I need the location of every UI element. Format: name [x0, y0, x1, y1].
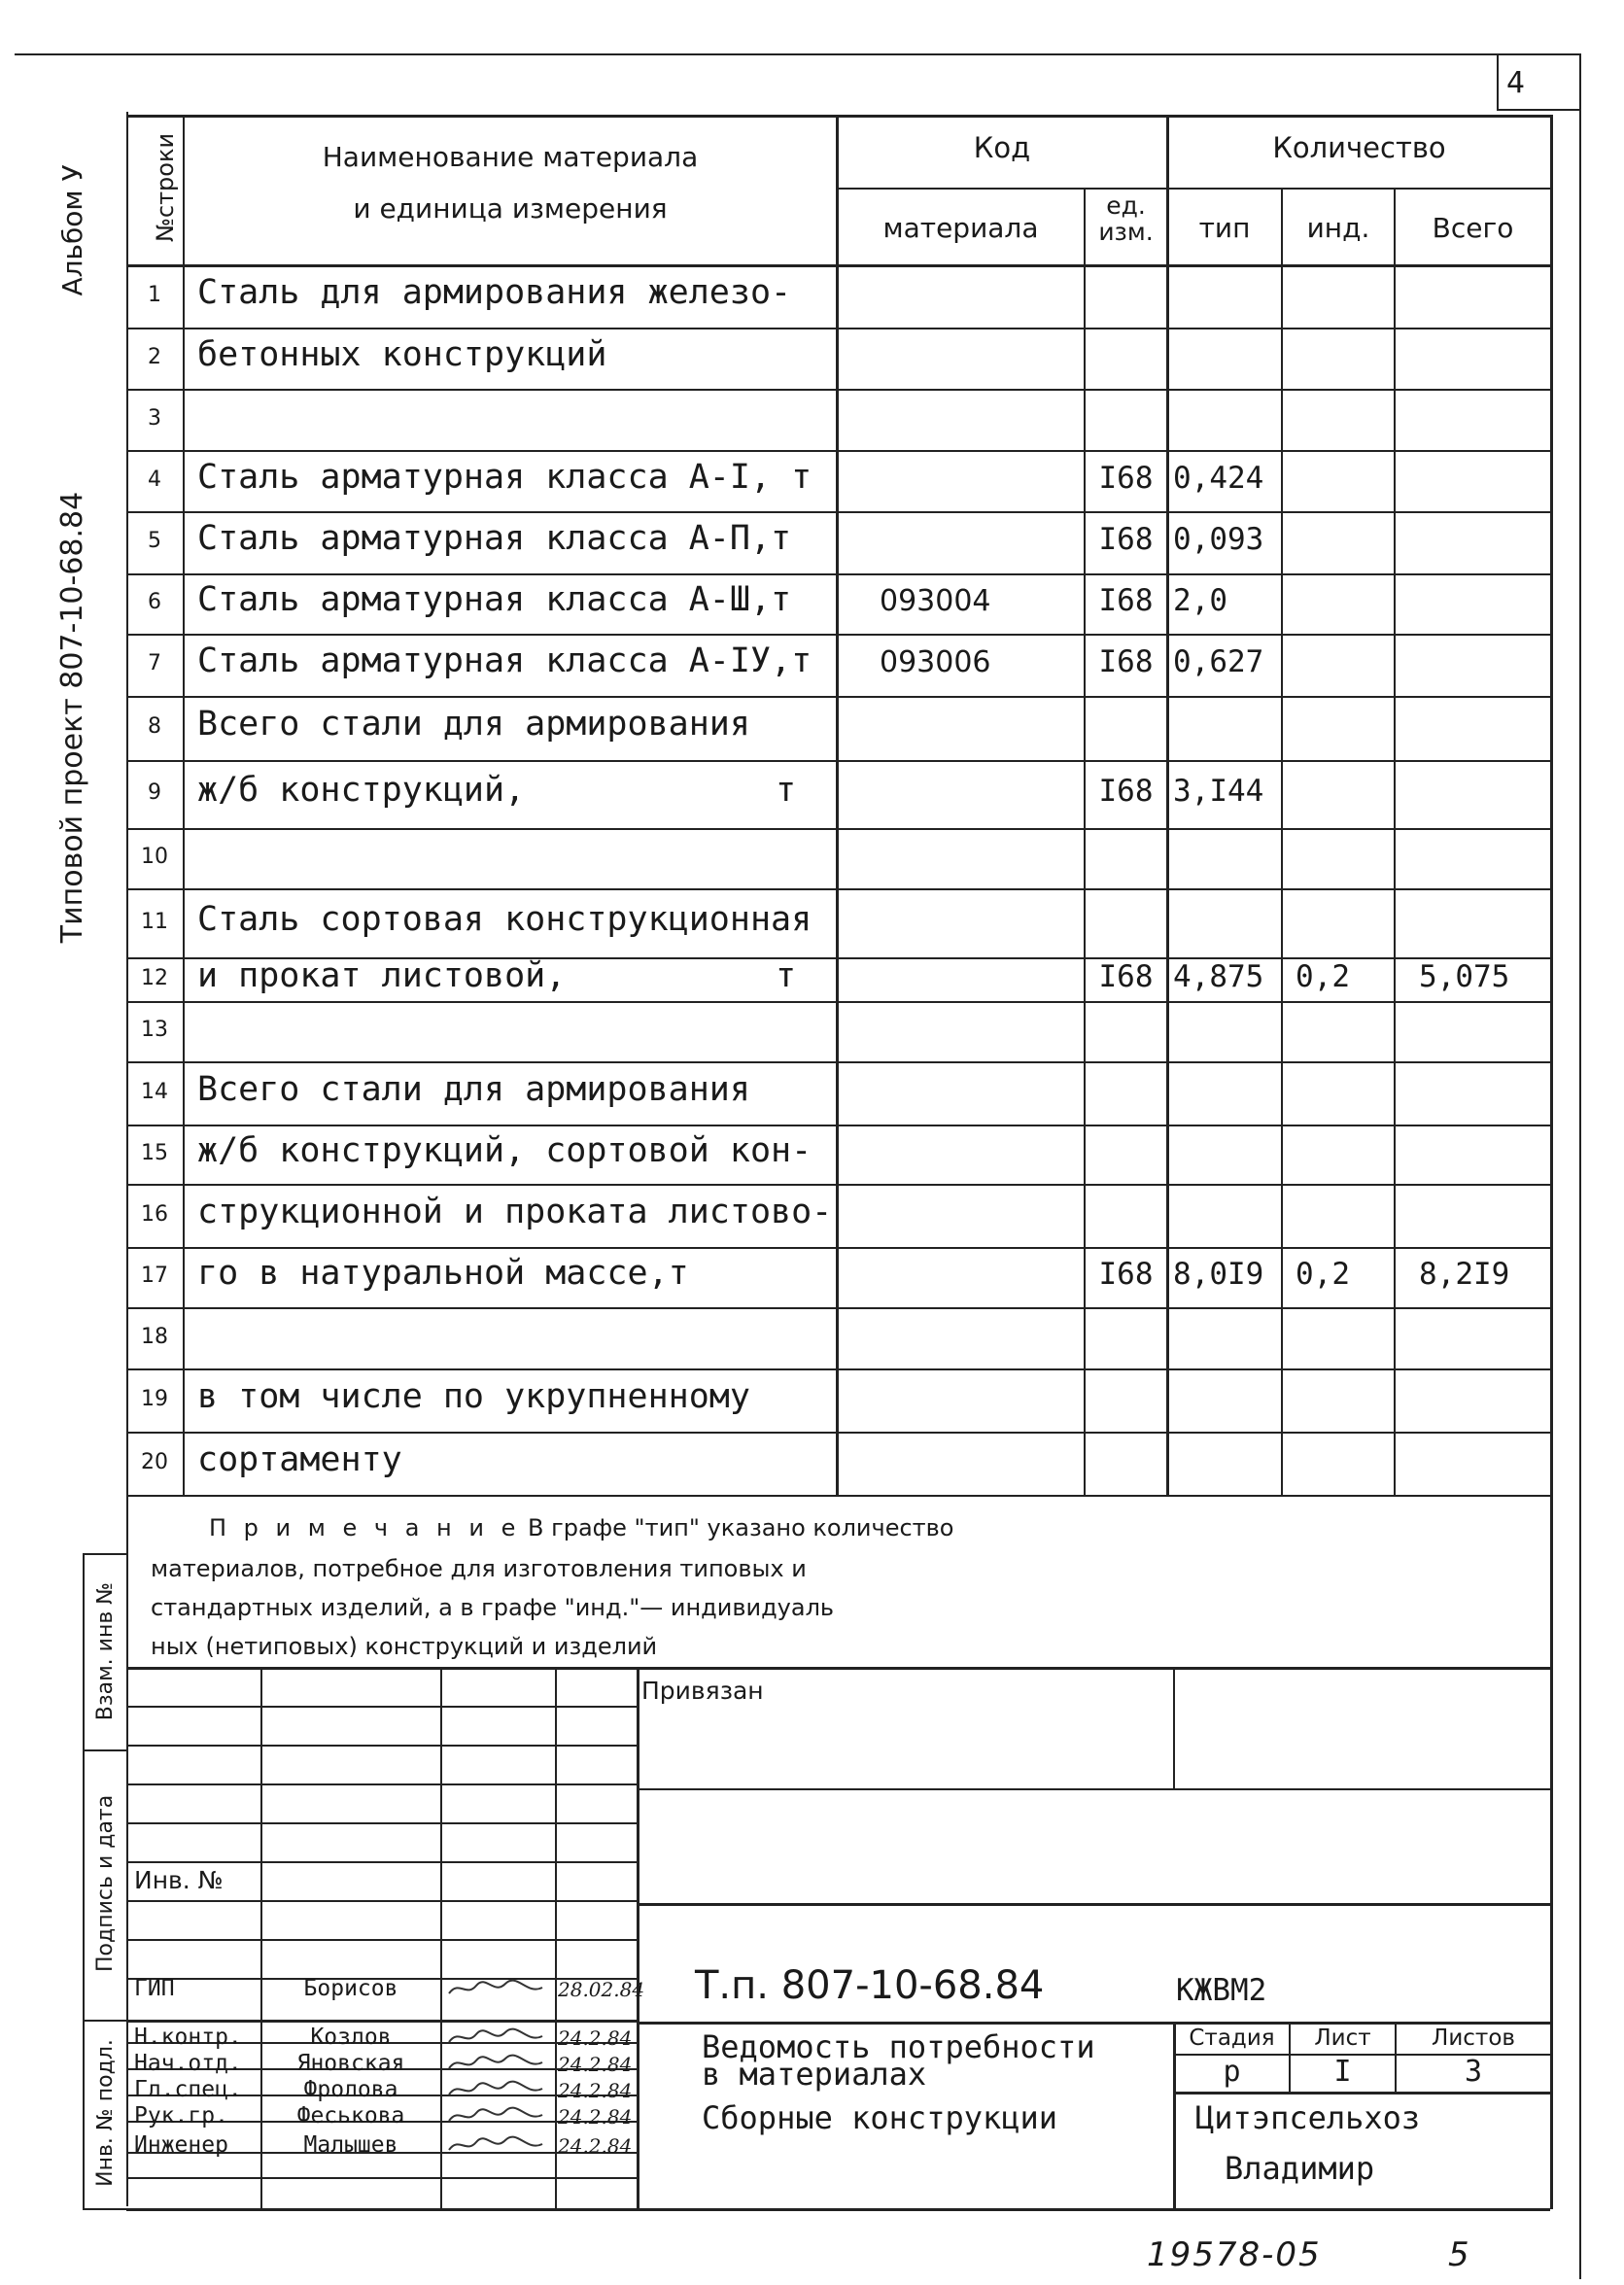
row-name-unit: т — [776, 955, 797, 995]
signer-role: Нач.отд. — [134, 2051, 242, 2076]
note-line-1 — [209, 1514, 953, 1541]
note-prefix: П р и м е ч а н и е — [209, 1514, 521, 1541]
row-name: ж/б конструкций, — [197, 771, 526, 810]
row-line — [126, 760, 1550, 762]
stamp-bottom — [126, 2208, 1550, 2211]
stadia-label: Стадия — [1189, 2025, 1275, 2051]
stage-bottom-line — [1173, 2092, 1550, 2095]
signer-role: Рук.гр. — [134, 2103, 228, 2129]
signer-name: Борисов — [303, 1976, 398, 2001]
title-line-3: Сборные конструкции — [702, 2099, 1058, 2136]
header-kod: Код — [973, 131, 1031, 164]
list-label: Лист — [1314, 2025, 1371, 2051]
project-label: Типовой проект 807-10-68.84 — [55, 491, 89, 944]
row-number: 13 — [141, 1018, 168, 1042]
signer-date: 24.2.84 — [558, 2105, 633, 2129]
footer-page: 5 — [1448, 2235, 1469, 2274]
col-code-line — [836, 115, 839, 1495]
signer-name: Феськова — [296, 2103, 405, 2129]
signature — [445, 2026, 550, 2048]
sig-row-line — [126, 1822, 637, 1824]
row-ind: 0,2 — [1296, 958, 1350, 994]
row-name: Сталь для армирования железо- — [197, 272, 792, 312]
row-tip: 4,875 — [1173, 958, 1264, 994]
row-tip: 3,I44 — [1173, 774, 1264, 809]
side-box-div-1 — [83, 1749, 126, 1751]
signer-date: 24.2.84 — [558, 2026, 633, 2050]
signer-date: 24.2.84 — [558, 2134, 633, 2158]
note-line-4: ных (нетиповых) конструкций и изделий — [151, 1633, 658, 1660]
title-block-mid — [637, 2022, 1550, 2025]
sig-col-1 — [260, 1667, 262, 2208]
note-line-2: материалов, потребное для изготовления типовых и — [151, 1555, 807, 1582]
col-n-line — [183, 115, 185, 1495]
col-total-line — [1394, 188, 1396, 1495]
sig-row-line — [126, 1861, 637, 1863]
row-name: Всего стали для армирования — [197, 705, 750, 744]
row-unit: I68 — [1098, 1257, 1154, 1292]
row-name: Сталь арматурная класса А-Ш,т — [197, 580, 792, 619]
sig-row-line — [126, 2020, 637, 2023]
row-line — [126, 573, 1550, 575]
row-number: 18 — [141, 1324, 168, 1349]
signer-role: ГИП — [134, 1976, 175, 2001]
row-number: 2 — [148, 344, 161, 369]
signer-role: Инженер — [134, 2132, 228, 2158]
row-number: 6 — [148, 590, 161, 614]
listov-value: 3 — [1464, 2055, 1483, 2089]
row-line — [126, 1307, 1550, 1309]
row-line — [126, 696, 1550, 698]
listov-label: Листов — [1432, 2025, 1515, 2051]
signature — [445, 2053, 550, 2074]
subheader-line — [836, 188, 1550, 190]
row-unit: I68 — [1098, 774, 1154, 809]
row-ind: 0,2 — [1296, 1257, 1350, 1292]
row-tip: 0,627 — [1173, 644, 1264, 679]
row-line — [126, 1125, 1550, 1126]
privyazan-divider — [1173, 1667, 1175, 1788]
row-number: 14 — [141, 1079, 168, 1104]
row-total: 8,2I9 — [1419, 1257, 1510, 1292]
signer-name: Яновская — [296, 2051, 405, 2076]
signature — [445, 1978, 550, 1999]
row-name: Всего стали для армирования — [197, 1069, 750, 1109]
title-line-2: в материалах — [702, 2056, 927, 2093]
row-number: 11 — [141, 909, 168, 934]
album-label: Альбом У — [56, 164, 88, 296]
sig-col-4 — [637, 1667, 639, 2208]
row-number: 17 — [141, 1264, 168, 1288]
row-code: 093004 — [880, 584, 991, 618]
row-number: 5 — [148, 529, 161, 553]
row-line — [126, 888, 1550, 890]
list-value: I — [1333, 2055, 1352, 2089]
signature — [445, 2105, 550, 2127]
row-tip: 0,093 — [1173, 522, 1264, 557]
header-kolichestvo: Количество — [1272, 131, 1446, 164]
row-code: 093006 — [880, 645, 991, 679]
side-box-top — [83, 1553, 126, 1555]
org-line-1: Цитэпсельхоз — [1195, 2099, 1421, 2136]
side-label-vzam: Взам. инв № — [93, 1581, 118, 1721]
header-name-1: Наименование материала — [322, 141, 699, 173]
row-number: 10 — [141, 845, 168, 869]
sheet-box-left — [1497, 53, 1499, 109]
col-tip-line — [1166, 115, 1169, 1495]
signer-name: Козлов — [310, 2025, 392, 2050]
signature — [445, 2134, 550, 2156]
title-line-1: Ведомость потребности — [702, 2028, 1095, 2065]
row-line — [126, 511, 1550, 513]
row-number: 7 — [148, 651, 161, 675]
stamp-top — [126, 1667, 1550, 1670]
sheet-box-bottom — [1497, 109, 1579, 111]
row-unit: I68 — [1098, 460, 1154, 496]
signer-date: 28.02.84 — [558, 1978, 645, 2001]
privyazan-label: Привязан — [641, 1677, 764, 1705]
table-bottom — [126, 1495, 1550, 1497]
archive-number: 19578-05 — [1147, 2235, 1322, 2274]
sig-row-line — [126, 1900, 637, 1902]
header-nrow: №строки — [152, 132, 179, 243]
row-line — [126, 1001, 1550, 1003]
org-line-2: Владимир — [1225, 2150, 1375, 2187]
doc-code: Т.п. 807-10-68.84 — [695, 1963, 1045, 2008]
row-number: 9 — [148, 780, 161, 805]
signature — [445, 2079, 550, 2100]
stadia-value: р — [1223, 2055, 1241, 2089]
row-number: 19 — [141, 1386, 168, 1411]
row-number: 3 — [148, 405, 161, 431]
row-number: 20 — [141, 1449, 168, 1474]
row-tip: 0,424 — [1173, 460, 1264, 496]
row-line — [126, 328, 1550, 329]
row-line — [126, 1247, 1550, 1249]
row-line — [126, 1368, 1550, 1370]
signer-date: 24.2.84 — [558, 2079, 633, 2102]
top-edge-line — [15, 53, 1581, 55]
row-name: сортаменту — [197, 1439, 402, 1479]
row-line — [126, 1432, 1550, 1434]
row-name: Сталь арматурная класса А-IУ,т — [197, 641, 812, 680]
row-line — [126, 828, 1550, 830]
side-label-podpis: Подпись и дата — [93, 1794, 118, 1972]
col-unit-line — [1084, 188, 1086, 1495]
row-name: и прокат листовой, — [197, 955, 567, 995]
row-unit: I68 — [1098, 644, 1154, 679]
row-name: го в натуральной массе,т — [197, 1254, 689, 1293]
side-box-div-2 — [83, 2020, 126, 2022]
row-line — [126, 634, 1550, 636]
privyazan-bottom — [637, 1788, 1550, 1790]
signer-role: Н.контр. — [134, 2025, 242, 2050]
signer-role: Гл.спец. — [134, 2077, 242, 2102]
sig-col-3 — [555, 1667, 557, 2208]
sig-row-line — [126, 2177, 637, 2179]
row-number: 12 — [141, 965, 168, 990]
header-ed-izm: ед. изм. — [1098, 191, 1154, 246]
row-unit: I68 — [1098, 583, 1154, 618]
row-line — [126, 450, 1550, 452]
row-name: Сталь сортовая конструкционная — [197, 899, 812, 939]
row-tip: 8,0I9 — [1173, 1257, 1264, 1292]
row-number: 1 — [148, 282, 161, 307]
row-number: 16 — [141, 1201, 168, 1227]
row-line — [126, 389, 1550, 391]
side-box-bottom — [83, 2208, 129, 2210]
header-name-2: и единица измерения — [353, 192, 668, 225]
sheet-code: КЖВМ2 — [1176, 1973, 1267, 2008]
header-ind: инд. — [1306, 212, 1370, 244]
header-material: материала — [882, 212, 1039, 244]
header-tip: тип — [1198, 212, 1251, 244]
sig-row-line — [126, 1745, 637, 1747]
stamp-right — [1550, 1495, 1553, 2209]
row-number: 15 — [141, 1140, 168, 1165]
sig-row-line — [126, 1783, 637, 1785]
row-name-unit: т — [776, 771, 797, 810]
side-label-inv: Инв. № подл. — [93, 2039, 118, 2187]
row-name: бетонных конструкций — [197, 334, 607, 374]
row-total: 5,075 — [1419, 958, 1510, 994]
row-number: 4 — [148, 467, 161, 492]
sig-row-line — [126, 1706, 637, 1708]
header-vsego: Всего — [1432, 212, 1514, 244]
table-right — [1550, 115, 1553, 1495]
row-name: струкционной и проката листово- — [197, 1192, 833, 1231]
signer-name: Малышев — [303, 2132, 398, 2158]
sig-col-2 — [440, 1667, 442, 2208]
note-text-1: В графе "тип" указано количество — [528, 1514, 954, 1541]
row-tip: 2,0 — [1173, 583, 1227, 618]
row-name: Сталь арматурная класса А-П,т — [197, 519, 792, 558]
right-edge-line — [1579, 53, 1581, 2279]
row-name: Сталь арматурная класса А-I, т — [197, 457, 812, 497]
row-name: ж/б конструкций, сортовой кон- — [197, 1130, 812, 1170]
signer-date: 24.2.84 — [558, 2053, 633, 2076]
row-line — [126, 1061, 1550, 1063]
row-number: 8 — [148, 714, 161, 739]
inv-label: Инв. № — [134, 1866, 224, 1894]
sheet-number: 4 — [1506, 66, 1526, 100]
note-line-3: стандартных изделий, а в графе "инд."— индивидуаль — [151, 1594, 835, 1621]
col-ind-line — [1281, 188, 1283, 1495]
sig-row-line — [126, 1939, 637, 1941]
signer-name: Фролова — [303, 2077, 398, 2102]
row-name: в том числе по укрупненному — [197, 1376, 750, 1416]
title-block-top — [637, 1903, 1550, 1906]
row-unit: I68 — [1098, 958, 1154, 994]
row-unit: I68 — [1098, 522, 1154, 557]
row-line — [126, 1184, 1550, 1186]
side-box-left — [83, 1553, 85, 2209]
